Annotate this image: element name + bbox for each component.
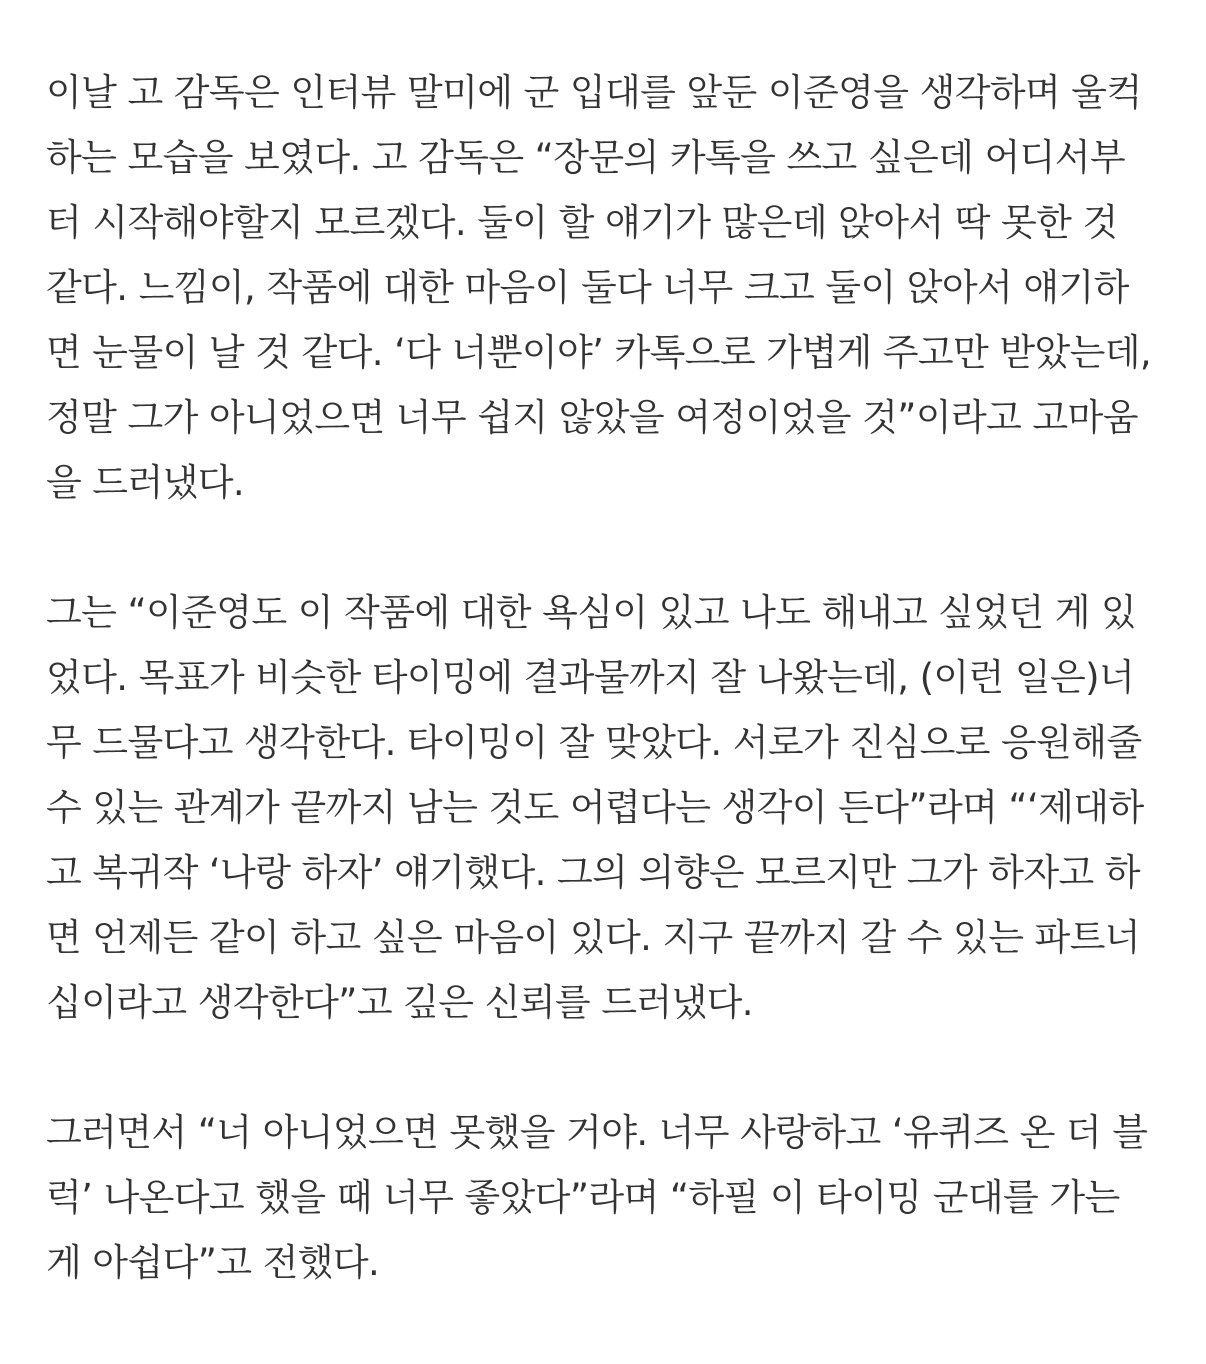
text-line: 하는 모습을 보였다. 고 감독은 “장문의 카톡을 쓰고 싶은데 어디서부	[46, 136, 1126, 179]
text-line: 그러면서 “너 아니었으면 못했을 거야. 너무 사랑하고 ‘유퀴즈 온 더 블	[46, 1111, 1148, 1154]
text-line: 었다. 목표가 비슷한 타이밍에 결과물까지 잘 나왔는데, (이런 일은)너	[46, 656, 1135, 699]
text-line: 이날 고 감독은 인터뷰 말미에 군 입대를 앞둔 이준영을 생각하며 울컥	[46, 71, 1142, 114]
text-line: 터 시작해야할지 모르겠다. 둘이 할 얘기가 많은데 앉아서 딱 못한 것	[46, 201, 1118, 244]
paragraph-3	[46, 1100, 1162, 1295]
text-line: 고 복귀작 ‘나랑 하자’ 얘기했다. 그의 의향은 모르지만 그가 하자고 하	[46, 851, 1140, 894]
text-line: 럭’ 나온다고 했을 때 너무 좋았다”라며 “하필 이 타이밍 군대를 가는	[46, 1176, 1120, 1219]
text-line: 무 드물다고 생각한다. 타이밍이 잘 맞았다. 서로가 진심으로 응원해줄	[46, 721, 1142, 764]
text-line: 정말 그가 아니었으면 너무 쉽지 않았을 여정이었을 것”이라고 고마움	[46, 396, 1138, 439]
text-line: 그는 “이준영도 이 작품에 대한 욕심이 있고 나도 해내고 싶었던 게 있	[46, 591, 1137, 634]
text-line: 면 언제든 같이 하고 싶은 마음이 있다. 지구 끝까지 갈 수 있는 파트너	[46, 916, 1140, 959]
text-line: 면 눈물이 날 것 같다. ‘다 너뿐이야’ 카톡으로 가볍게 주고만 받았는데,	[46, 331, 1152, 374]
text-line: 을 드러냈다.	[46, 461, 245, 504]
article-body	[46, 60, 1162, 1360]
paragraph-2	[46, 580, 1162, 1035]
text-line: 게 아쉽다”고 전했다.	[46, 1241, 380, 1284]
paragraph-1	[46, 60, 1162, 515]
text-line: 수 있는 관계가 끝까지 남는 것도 어렵다는 생각이 든다”라며 “‘제대하	[46, 786, 1144, 829]
text-line: 십이라고 생각한다”고 깊은 신뢰를 드러냈다.	[46, 981, 753, 1024]
text-line: 같다. 느낌이, 작품에 대한 마음이 둘다 너무 크고 둘이 앉아서 얘기하	[46, 266, 1129, 309]
